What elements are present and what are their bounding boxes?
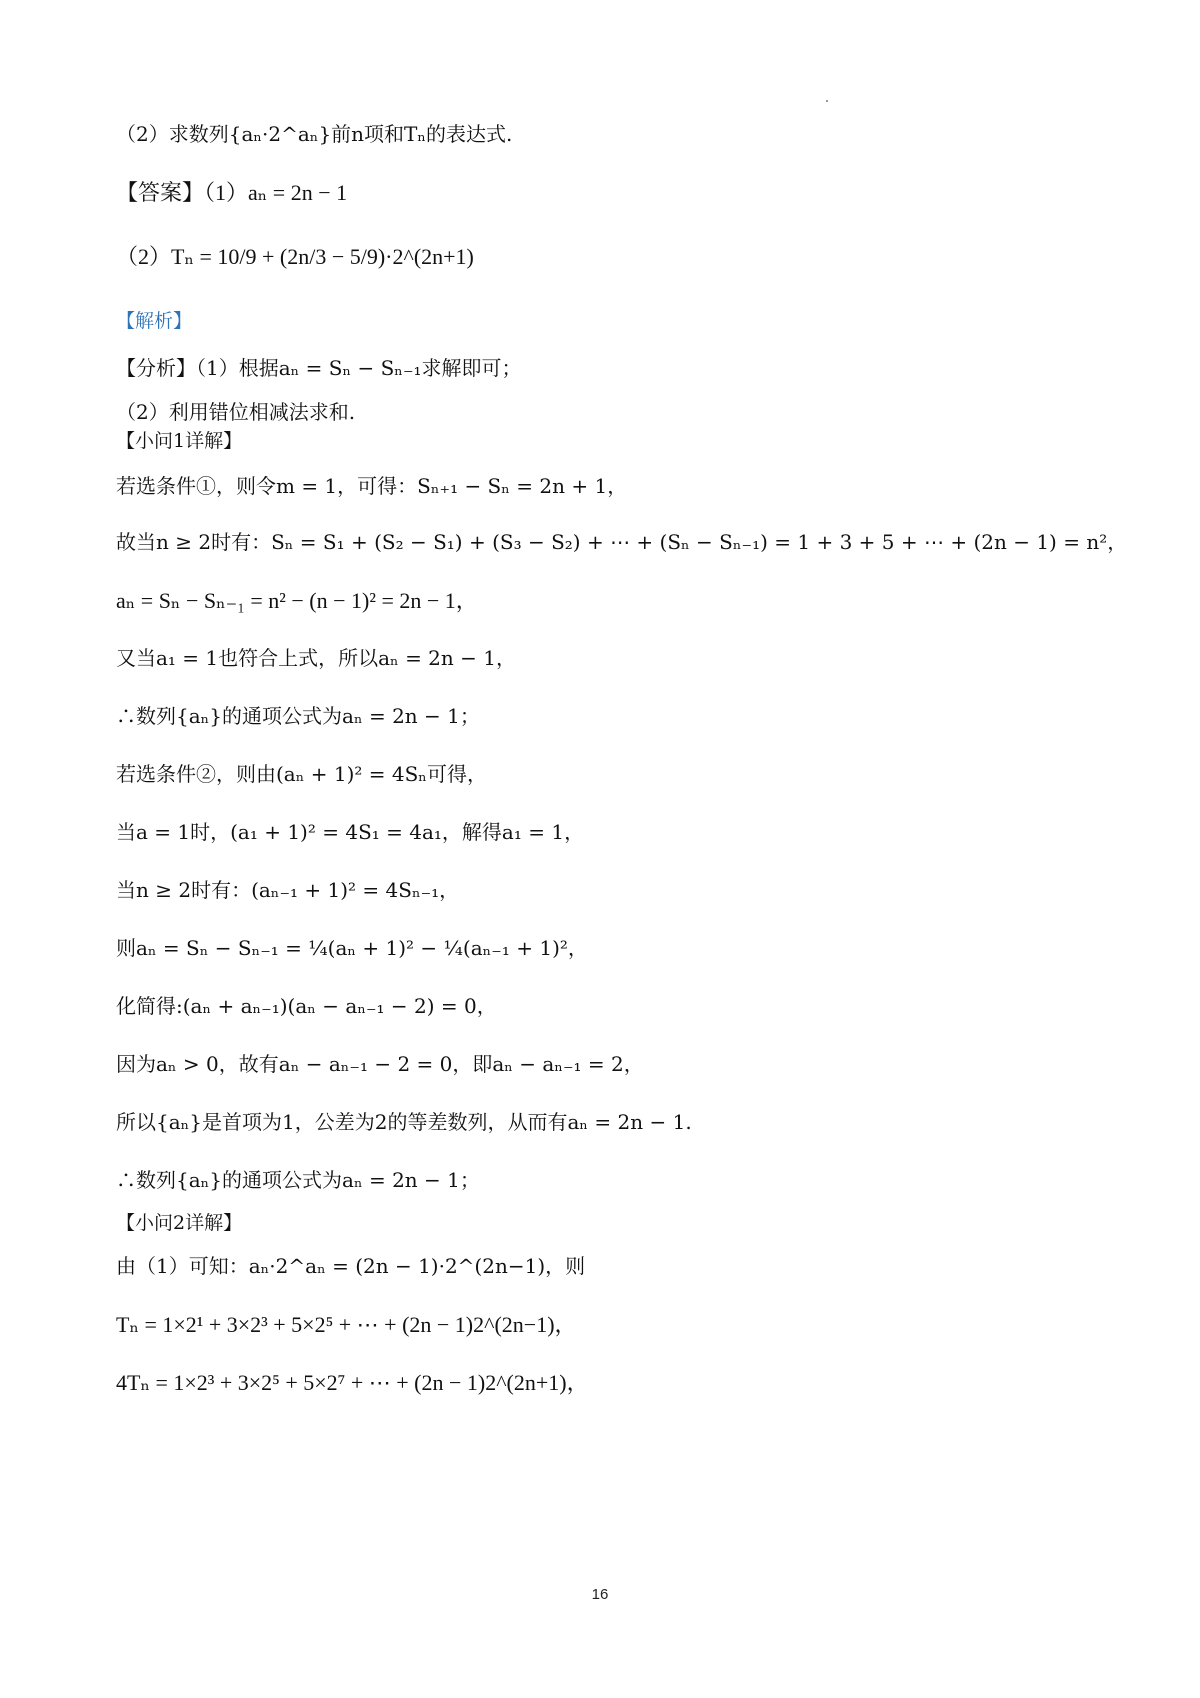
solution-line: 当n ≥ 2时有：(aₙ₋₁ + 1)² = 4Sₙ₋₁， — [116, 878, 460, 902]
solution-line: ∴数列{aₙ}的通项公式为aₙ = 2n − 1； — [116, 1168, 480, 1192]
answer-part-2: （2）Tₙ = 10/9 + (2n/3 − 5/9)·2^(2n+1) — [116, 244, 474, 269]
solution-line: 则aₙ = Sₙ − Sₙ₋₁ = ¼(aₙ + 1)² − ¼(aₙ₋₁ + 1)²， — [116, 936, 588, 960]
analysis-header: 【解析】 — [116, 310, 193, 332]
solution-line: aₙ = Sₙ − Sₙ₋₁ = n² − (n − 1)² = 2n − 1， — [116, 588, 478, 613]
solution-line: 又当a₁ = 1也符合上式，所以aₙ = 2n − 1， — [116, 646, 516, 670]
analysis-note-2: （2）利用错位相减法求和. — [116, 400, 356, 424]
scan-speck — [826, 100, 828, 102]
solution-line: 若选条件①，则令m = 1，可得：Sₙ₊₁ − Sₙ = 2n + 1， — [116, 474, 628, 498]
subquestion-1-header: 【小问1详解】 — [116, 430, 243, 452]
solution-line: 故当n ≥ 2时有：Sₙ = S₁ + (S₂ − S₁) + (S₃ − S₂) + ⋯ + (Sₙ − Sₙ₋₁) = 1 + 3 + 5 + ⋯ + (2n − 1) = n²， — [116, 530, 1128, 554]
solution-line: 因为aₙ > 0，故有aₙ − aₙ₋₁ − 2 = 0，即aₙ − aₙ₋₁ = 2， — [116, 1052, 644, 1076]
solution-line: 由（1）可知：aₙ·2^aₙ = (2n − 1)·2^(2n−1)，则 — [116, 1254, 586, 1278]
solution-line: ∴数列{aₙ}的通项公式为aₙ = 2n − 1； — [116, 704, 480, 728]
question-part-2: （2）求数列{aₙ·2^aₙ}前n项和Tₙ的表达式. — [116, 122, 513, 146]
solution-line: 若选条件②，则由(aₙ + 1)² = 4Sₙ可得， — [116, 762, 487, 786]
solution-line: 4Tₙ = 1×2³ + 3×2⁵ + 5×2⁷ + ⋯ + (2n − 1)2^(2n+1)， — [116, 1370, 589, 1395]
solution-line: Tₙ = 1×2¹ + 3×2³ + 5×2⁵ + ⋯ + (2n − 1)2^(2n−1)， — [116, 1312, 577, 1337]
solution-line: 所以{aₙ}是首项为1，公差为2的等差数列，从而有aₙ = 2n − 1. — [116, 1110, 692, 1134]
solution-line: 当a = 1时，(a₁ + 1)² = 4S₁ = 4a₁，解得a₁ = 1， — [116, 820, 585, 844]
subquestion-2-header: 【小问2详解】 — [116, 1212, 243, 1234]
analysis-note-1: 【分析】（1）根据aₙ = Sₙ − Sₙ₋₁求解即可； — [116, 356, 522, 380]
answer-part-1: 【答案】（1）aₙ = 2n − 1 — [116, 180, 348, 205]
solution-line: 化简得:(aₙ + aₙ₋₁)(aₙ − aₙ₋₁ − 2) = 0， — [116, 994, 497, 1018]
page-number: 16 — [591, 1586, 609, 1603]
